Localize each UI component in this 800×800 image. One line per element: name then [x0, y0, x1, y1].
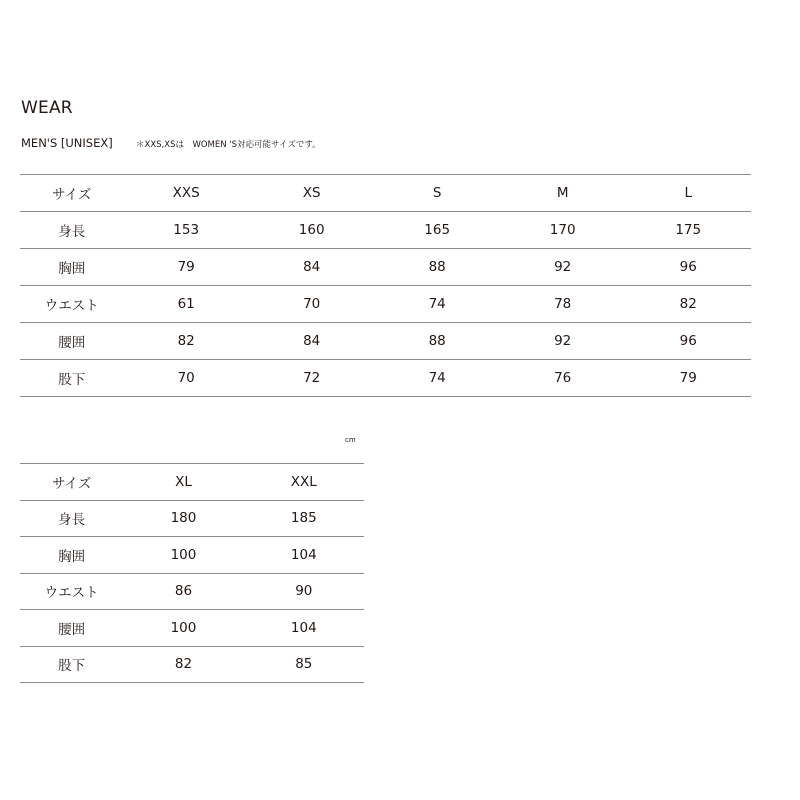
- table-cell: 100: [123, 537, 243, 574]
- table-cell: 92: [500, 323, 626, 360]
- table-cell: 88: [374, 249, 500, 286]
- row-label: 腰囲: [20, 610, 123, 647]
- header-cell: XL: [123, 464, 243, 501]
- table-cell: 74: [374, 286, 500, 323]
- table-cell: 92: [500, 249, 626, 286]
- table-cell: 82: [123, 323, 249, 360]
- row-label: 身長: [20, 212, 123, 249]
- table-cell: 61: [123, 286, 249, 323]
- table-cell: 153: [123, 212, 249, 249]
- table-cell: 104: [244, 610, 364, 647]
- row-label: 胸囲: [20, 249, 123, 286]
- size-table-main: [20, 174, 751, 397]
- table-row: [20, 537, 364, 574]
- header-cell: XS: [249, 175, 375, 212]
- table-header-row: [20, 464, 364, 501]
- table-row: [20, 323, 751, 360]
- category-subtitle: MEN'S [UNISEX]: [21, 136, 113, 150]
- table-cell: 70: [249, 286, 375, 323]
- table-cell: 79: [625, 360, 751, 397]
- header-cell: M: [500, 175, 626, 212]
- row-label: 股下: [20, 360, 123, 397]
- table-row: [20, 286, 751, 323]
- unit-label: cm: [345, 436, 356, 444]
- header-cell: XXS: [123, 175, 249, 212]
- table-header-row: [20, 175, 751, 212]
- row-label: ウエスト: [20, 573, 123, 610]
- size-table-large: [20, 463, 364, 683]
- table-row: [20, 646, 364, 683]
- table-row: [20, 360, 751, 397]
- table-cell: 96: [625, 323, 751, 360]
- table-row: [20, 610, 364, 647]
- table-cell: 70: [123, 360, 249, 397]
- table-cell: 175: [625, 212, 751, 249]
- page-title: WEAR: [21, 98, 73, 118]
- header-cell: XXL: [244, 464, 364, 501]
- row-label: 腰囲: [20, 323, 123, 360]
- table-cell: 79: [123, 249, 249, 286]
- table-cell: 84: [249, 323, 375, 360]
- table-cell: 96: [625, 249, 751, 286]
- table-cell: 72: [249, 360, 375, 397]
- table-cell: 74: [374, 360, 500, 397]
- header-cell: S: [374, 175, 500, 212]
- table-cell: 185: [244, 500, 364, 537]
- table-cell: 76: [500, 360, 626, 397]
- table-row: [20, 500, 364, 537]
- table-cell: 170: [500, 212, 626, 249]
- table-cell: 85: [244, 646, 364, 683]
- row-label: ウエスト: [20, 286, 123, 323]
- table-cell: 86: [123, 573, 243, 610]
- table-row: [20, 573, 364, 610]
- table-cell: 90: [244, 573, 364, 610]
- table-cell: 82: [123, 646, 243, 683]
- table-cell: 84: [249, 249, 375, 286]
- size-note: ＊XXS,XSは WOMEN 'S対応可能サイズです。: [136, 140, 321, 150]
- table-cell: 82: [625, 286, 751, 323]
- table-cell: 88: [374, 323, 500, 360]
- header-cell: サイズ: [20, 175, 123, 212]
- row-label: 股下: [20, 646, 123, 683]
- table-cell: 104: [244, 537, 364, 574]
- header-cell: L: [625, 175, 751, 212]
- table-cell: 160: [249, 212, 375, 249]
- table-cell: 100: [123, 610, 243, 647]
- table-row: [20, 249, 751, 286]
- row-label: 胸囲: [20, 537, 123, 574]
- table-cell: 165: [374, 212, 500, 249]
- header-cell: サイズ: [20, 464, 123, 501]
- table-row: [20, 212, 751, 249]
- table-cell: 180: [123, 500, 243, 537]
- table-cell: 78: [500, 286, 626, 323]
- row-label: 身長: [20, 500, 123, 537]
